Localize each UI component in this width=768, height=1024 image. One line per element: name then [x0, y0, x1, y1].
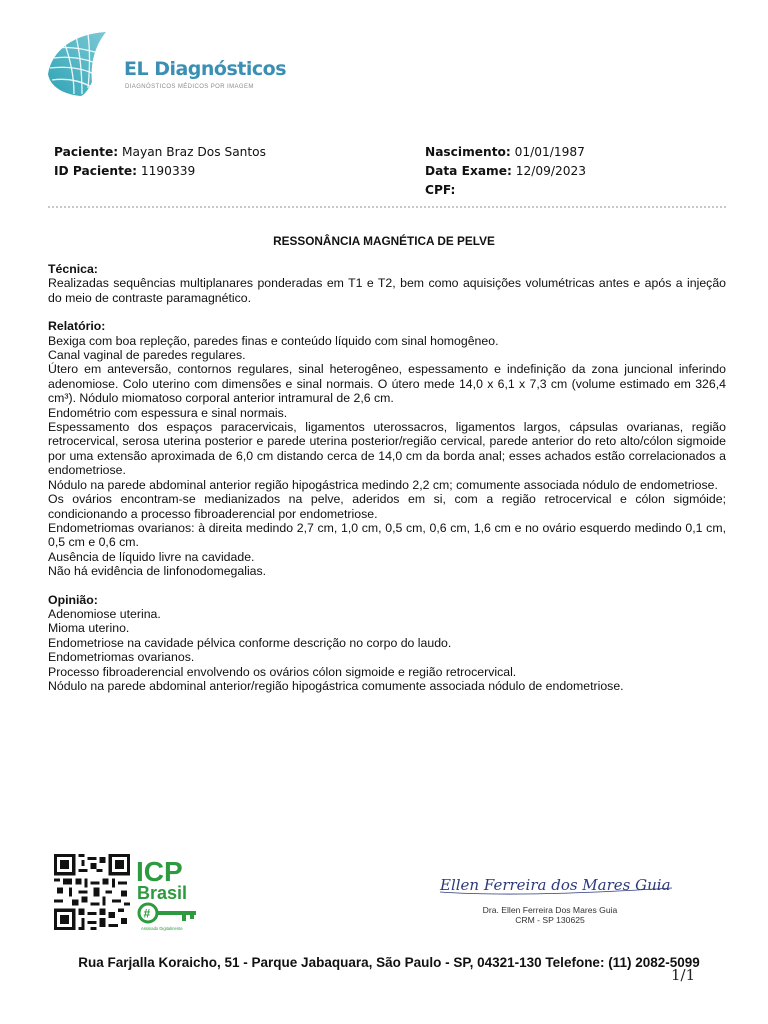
opinion-item: Nódulo na parede abdominal anterior/região hipogástrica comumente associada nódulo de endometriose.	[48, 678, 624, 693]
birth-label: Nascimento:	[425, 145, 511, 159]
doctor-crm: CRM - SP 130625	[515, 915, 585, 925]
report-title: RESSONÂNCIA MAGNÉTICA DE PELVE	[273, 234, 495, 248]
opinion-item: Endometriomas ovarianos.	[48, 650, 195, 665]
patient-name-label: Paciente:	[54, 145, 119, 159]
icp-line1: ICP	[136, 856, 183, 887]
qr-code-icon[interactable]	[52, 854, 132, 930]
doctor-name: Dra. Ellen Ferreira Dos Mares Guia	[482, 905, 618, 915]
birth-row	[425, 143, 586, 162]
finding-item: Endométrio com espessura e sinal normais.	[48, 405, 288, 420]
patient-id-row	[54, 162, 266, 181]
finding-item: Não há evidência de linfonodomegalias.	[48, 564, 267, 579]
exam-date-row	[425, 162, 586, 181]
finding-item: Espessamento dos espaços paracervicais, ligamentos uterossacros, ligamentos largos, cápsulas ovarianas, região retrocervical, serosa uterina posterior e parede uterina posterior/região cervical, parede anterior do reto alto/cólon sigmoide por uma extensão aproximada de 6,0 cm distando cerca de 14,0 cm da borda anal; esses achados estão correlacionados a endometriose.	[48, 420, 726, 478]
technique-text: Realizadas sequências multiplanares ponderadas em T1 e T2, bem como aquisições volumétricas antes e após a injeção do meio de contraste paramagnético.	[48, 276, 726, 305]
brand-tagline: DIAGNÓSTICOS MÉDICOS POR IMAGEM	[125, 84, 254, 90]
doctor-signature-block	[400, 905, 700, 925]
handwritten-signature-icon	[436, 870, 686, 900]
patient-id-value: 1190339	[140, 164, 196, 178]
finding-item: Canal vaginal de paredes regulares.	[48, 348, 246, 363]
finding-item: Os ovários encontram-se medianizados na pelve, aderidos em si, com a região retrocervical e cólon sigmóide; condicionando a processo fibroaderencial por endometriose.	[48, 492, 726, 521]
finding-item: Nódulo na parede abdominal anterior região hipogástrica medindo 2,2 cm; comumente associada nódulo de endometriose.	[48, 477, 718, 492]
svg-text:#: #	[143, 906, 151, 921]
page-number: 1/1	[671, 966, 696, 984]
finding-item: Útero em anteversão, contornos regulares, sinal heterogêneo, espessamento e indefinição da zona juncional inferindo adenomiose. Colo uterino com dimensões e sinal normais. O útero mede 14,0 x 6,1 x 7,3 cm (volume estimado em 326,4 cm³). Nódulo miomatoso corporal anterior intramural de 2,6 cm.	[48, 362, 726, 406]
technique-heading: Técnica:	[48, 262, 98, 276]
opinion-heading: Opinião:	[48, 592, 98, 607]
patient-id-label: ID Paciente:	[54, 164, 138, 178]
finding-item: Ausência de líquido livre na cavidade.	[48, 549, 255, 564]
exam-date-value: 12/09/2023	[515, 164, 587, 178]
patient-name-row	[54, 143, 266, 162]
opinion-item: Endometriose na cavidade pélvica conforme descrição no corpo do laudo.	[48, 635, 452, 650]
patient-name-value: Mayan Braz Dos Santos	[122, 145, 266, 159]
header-divider	[48, 206, 726, 208]
icp-caption: Assinado Digitalmente	[141, 926, 183, 931]
cpf-row	[425, 181, 586, 200]
footer-address: Rua Farjalla Koraicho, 51 - Parque Jabaquara, São Paulo - SP, 04321-130 Telefone: (11) 2082-5099	[78, 955, 700, 970]
birth-value: 01/01/1987	[514, 145, 585, 159]
finding-item: Endometriomas ovarianos: à direita medindo 2,7 cm, 1,0 cm, 0,5 cm, 0,6 cm, 1,6 cm e no ovário esquerdo medindo 0,1 cm, 0,5 cm e 0,6 cm.	[48, 520, 726, 550]
report-body	[48, 262, 726, 693]
svg-text:Ellen Ferreira dos Mares Guia: Ellen Ferreira dos Mares Guia	[440, 876, 671, 894]
opinion-item: Processo fibroaderencial envolvendo os ovários cólon sigmoide e região retrocervical.	[48, 664, 517, 679]
patient-info-left	[54, 143, 266, 181]
finding-item: Bexiga com boa repleção, paredes finas e conteúdo líquido com sinal homogêneo.	[48, 333, 499, 348]
brand-name: EL Diagnósticos	[124, 58, 287, 80]
icp-line2: Brasil	[137, 883, 188, 903]
exam-date-label: Data Exame:	[425, 164, 512, 178]
opinion-item: Mioma uterino.	[48, 621, 130, 636]
icp-brasil-logo-icon	[136, 856, 204, 932]
opinion-item: Adenomiose uterina.	[48, 606, 161, 621]
patient-info-right	[425, 143, 586, 200]
cpf-label: CPF:	[425, 183, 456, 197]
findings-heading: Relatório:	[48, 319, 106, 334]
